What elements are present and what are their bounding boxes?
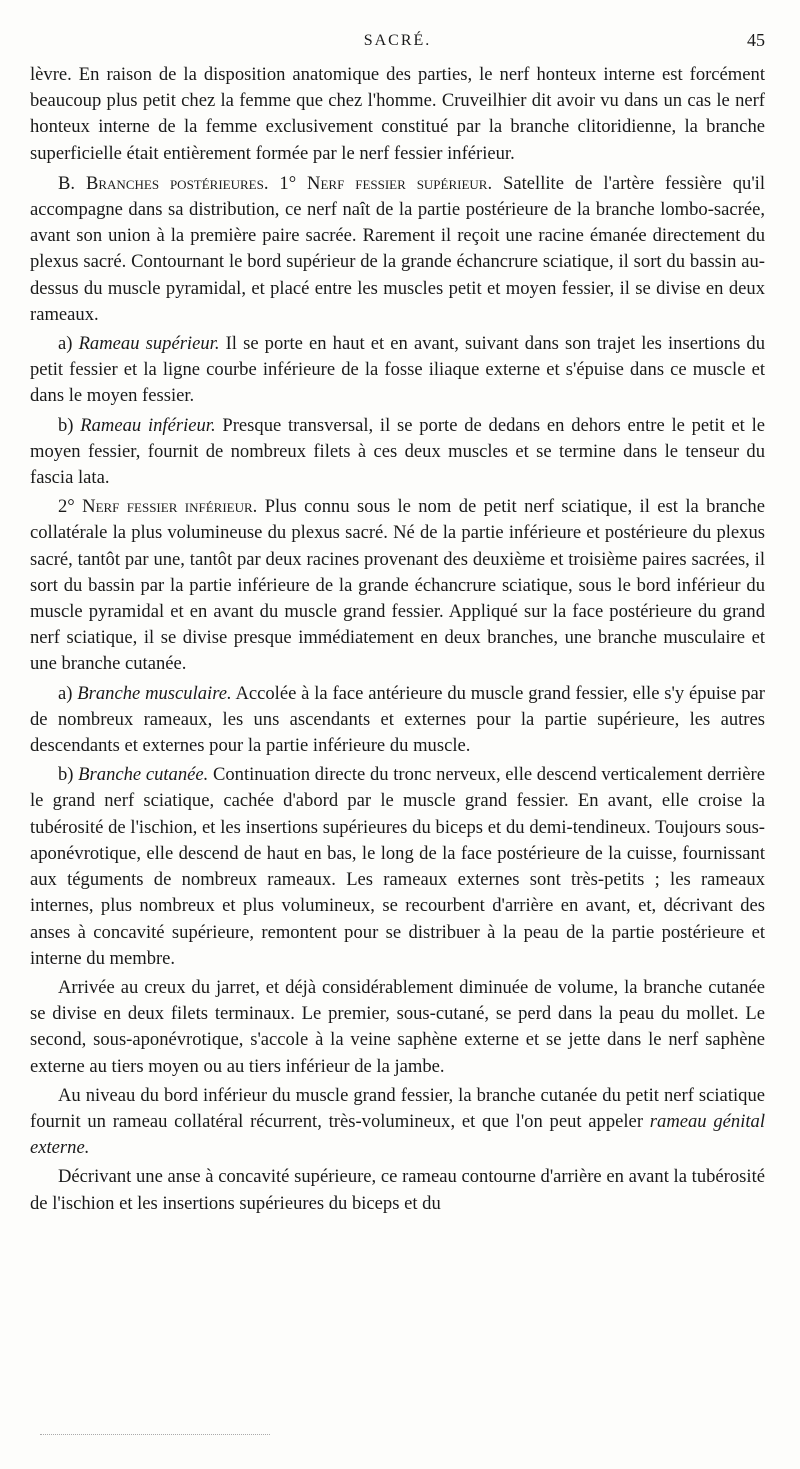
paragraph-8-text: Arrivée au creux du jarret, et déjà considérablement diminuée de volume, la branche cutanée se divise en deux filets terminaux. Le premier, sous-cutané, se perd dans la peau du mollet. Le second, sous-aponévrotique, s'accole à la veine saphène externe et se jette dans le nerf saphène externe au tiers moyen ou au tiers inférieur de la jambe.: [30, 976, 765, 1077]
item-label: b): [58, 764, 74, 786]
item-title: Rameau inférieur.: [80, 414, 216, 436]
paragraph-branche-cutanee: [30, 762, 765, 972]
paragraph-branches-posterieures: [30, 171, 765, 328]
subsection-heading: Nerf fessier supérieur.: [307, 172, 493, 194]
paragraph-7-text: Continuation directe du tronc nerveux, elle descend verticalement derrière le grand nerf sciatique, cachée d'abord par le muscle grand fessier. En avant, elle croise la tubérosité de l'ischion, et les insertions supérieures du biceps et du demi-tendineux. Toujours sous-aponévrotique, elle descend de haut en bas, le long de la face postérieure de la cuisse, fournissant aux téguments de nombreux rameaux. Les rameaux externes sont très-petits ; les rameaux internes, plus nombreux et plus volumineux, se recourbent d'arrière en avant, et, décrivant des anses à concavité supérieure, remontent pour se distribuer à la peau de la partie postérieure et interne du membre.: [30, 764, 765, 969]
paragraph-3-text: Il se porte en haut et en avant, suivant dans son trajet les insertions du petit fessier et la ligne courbe inférieure de la fosse iliaque externe et s'épuise dans ce muscle et dans le moyen fessier.: [30, 333, 766, 407]
section-heading: Branches postérieures.: [85, 172, 269, 194]
page-body: [30, 62, 765, 1217]
page-number: 45: [747, 30, 765, 50]
paragraph-8: [30, 975, 765, 1080]
paragraph-rameau-inferieur: [30, 413, 765, 492]
paragraph-branche-musculaire: [30, 681, 765, 760]
item-label: b): [58, 414, 74, 436]
item-title: Branche cutanée.: [78, 764, 209, 786]
paragraph-9: [30, 1083, 765, 1162]
paragraph-9-text: Au niveau du bord inférieur du muscle grand fessier, la branche cutanée du petit nerf sciatique fournit un rameau collatéral récurrent, très-volumineux, et que l'on peut appeler: [30, 1084, 765, 1132]
paragraph-nerf-fessier-inferieur: [30, 494, 765, 677]
paragraph-rameau-superieur: [30, 331, 765, 410]
paragraph-2-text: Satellite de l'artère fessière qu'il accompagne dans sa distribution, ce nerf naît de la partie postérieure de la branche lombo-sacrée, avant son union à la première paire sacrée. Rarement il reçoit une racine émanée directement du plexus sacré. Contournant le bord supérieur de la grande échancrure sciatique, il sort du bassin au-dessus du muscle pyramidal, et placé entre les muscles petit et moyen fessier, il se divise en deux rameaux.: [30, 172, 766, 325]
paragraph-5-text: Plus connu sous le nom de petit nerf sciatique, il est la branche collatérale la plus volumineuse du plexus sacré. Né de la partie inférieure et postérieure du plexus sacré, tantôt par une, tantôt par deux racines provenant des deuxième et troisième paires sacrées, il sort du bassin par la partie inférieure de la grande échancrure sciatique, sous le bord inférieur du muscle pyramidal et en avant du muscle grand fessier. Appliqué sur la face postérieure du grand nerf sciatique, il se divise presque immédiatement en deux branches, une branche musculaire et une branche cutanée.: [30, 496, 765, 675]
section-label: B.: [58, 172, 76, 194]
paragraph-1: [30, 62, 765, 167]
paragraph-10: [30, 1164, 765, 1216]
paragraph-6-text: Accolée à la face antérieure du muscle grand fessier, elle s'y épuise par de nombreux rameaux, les uns ascendants et externes pour la partie supérieure, les autres descendants et externes pour la partie inférieure du muscle.: [30, 682, 765, 757]
paragraph-1-text: lèvre. En raison de la disposition anatomique des parties, le nerf honteux interne est forcément beaucoup plus petit chez la femme que chez l'homme. Cruveilhier dit avoir vu dans un cas le nerf honteux interne de la femme exclusivement constitué par la branche clitoridienne, la branche superficielle était entièrement formée par le nerf fessier inférieur.: [30, 64, 765, 164]
paragraph-4-text: Presque transversal, il se porte de dedans en dehors entre le petit et le moyen fessier, fournit de nombreux filets à ces deux muscles et se termine dans le tenseur du fascia lata.: [30, 414, 766, 489]
footer-rule: [40, 1434, 270, 1435]
paragraph-9-italic: rameau génital externe.: [30, 1110, 765, 1159]
paragraph-10-text: Décrivant une anse à concavité supérieure, ce rameau contourne d'arrière en avant la tubérosité de l'ischion et les insertions supérieures du biceps et du: [30, 1166, 765, 1214]
item-label: a): [58, 682, 73, 704]
subsection-heading: Nerf fessier inférieur.: [82, 496, 258, 518]
subsection-number: 1°: [279, 172, 297, 194]
subsection-number: 2°: [58, 496, 75, 518]
item-title: Rameau supérieur.: [78, 333, 220, 355]
running-title: SACRÉ.: [363, 32, 432, 49]
page-header: [30, 30, 765, 56]
item-label: a): [58, 333, 73, 355]
item-title: Branche musculaire.: [77, 682, 232, 704]
